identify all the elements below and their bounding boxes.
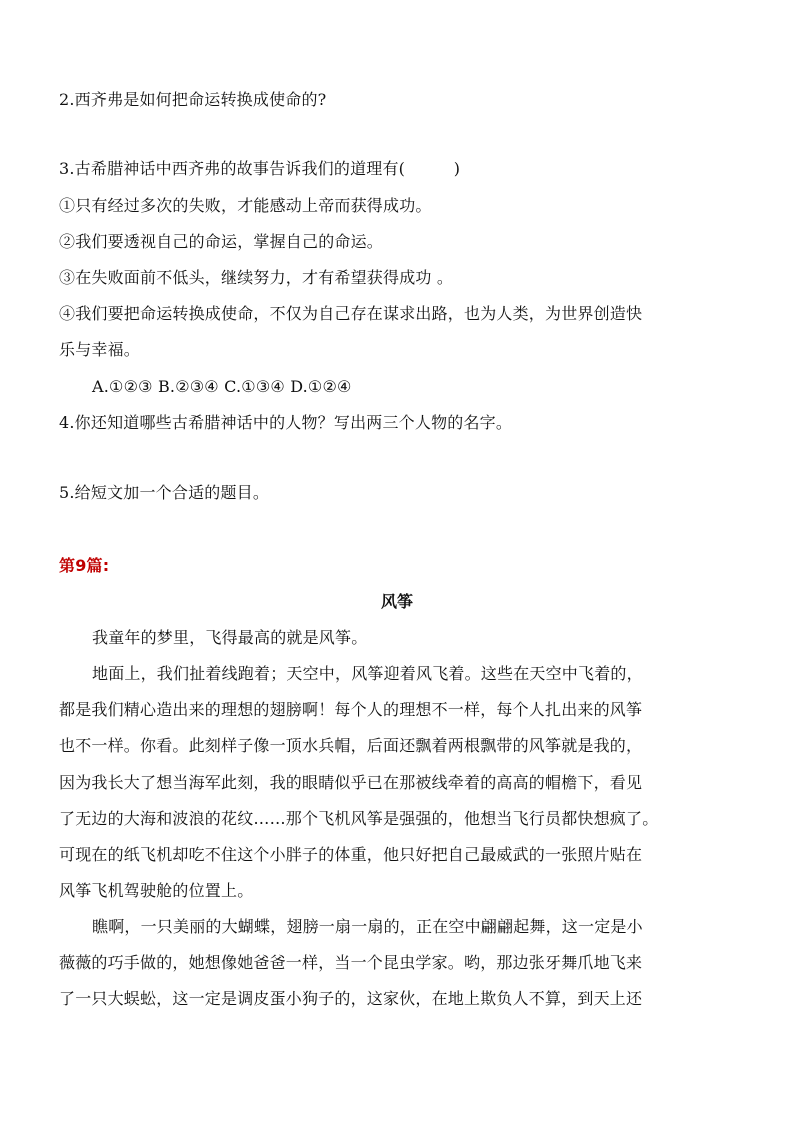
article-line-1: 我童年的梦里，飞得最高的就是风筝。 [92,628,368,647]
question-2: 2.西齐弗是如何把命运转换成使命的? [59,90,327,109]
option-4-line-1: ④我们要把命运转换成使命，不仅为自己存在谋求出路，也为人类，为世界创造快 [59,304,643,323]
option-3: ③在失败面前不低头，继续努力，才有希望获得成功 。 [59,268,454,287]
article-line-4: 也不一样。你看。此刻样子像一顶水兵帽，后面还飘着两根飘带的风筝就是我的， [59,736,643,755]
option-4-line-2: 乐与幸福。 [59,340,141,359]
article-line-3: 都是我们精心造出来的理想的翅膀啊！每个人的理想不一样，每个人扎出来的风筝 [59,700,643,719]
article-line-6: 了无边的大海和波浪的花纹……那个飞机风筝是强强的，他想当飞行员都快想疯了。 [59,809,659,828]
answer-choices: A.①②③ B.②③④ C.①③④ D.①②④ [92,377,352,396]
article-line-11: 了一只大蜈蚣，这一定是调皮蛋小狗子的，这家伙，在地上欺负人不算，到天上还 [59,989,643,1008]
article-title: 风筝 [380,592,413,611]
article-line-8: 风筝飞机驾驶舱的位置上。 [59,881,254,900]
article-line-7: 可现在的纸飞机却吃不住这个小胖子的体重，他只好把自己最威武的一张照片贴在 [59,845,643,864]
option-2: ②我们要透视自己的命运，掌握自己的命运。 [59,232,384,251]
article-line-9: 瞧啊，一只美丽的大蝴蝶，翅膀一扇一扇的，正在空中翩翩起舞，这一定是小 [92,917,643,936]
section-heading: 第9篇: [59,556,110,575]
article-line-2: 地面上，我们扯着线跑着；天空中，风筝迎着风飞着。这些在天空中飞着的， [92,664,643,683]
question-5: 5.给短文加一个合适的题目。 [59,483,270,502]
question-3: 3.古希腊神话中西齐弗的故事告诉我们的道理有( ) [59,159,461,178]
option-1: ①只有经过多次的失败，才能感动上帝而获得成功。 [59,196,432,215]
article-line-10: 薇薇的巧手做的，她想像她爸爸一样，当一个昆虫学家。哟，那边张牙舞爪地飞来 [59,953,643,972]
question-4: 4.你还知道哪些古希腊神话中的人物？写出两三个人物的名字。 [59,413,513,432]
article-line-5: 因为我长大了想当海军此刻，我的眼睛似乎已在那被线牵着的高高的帽檐下，看见 [59,773,643,792]
